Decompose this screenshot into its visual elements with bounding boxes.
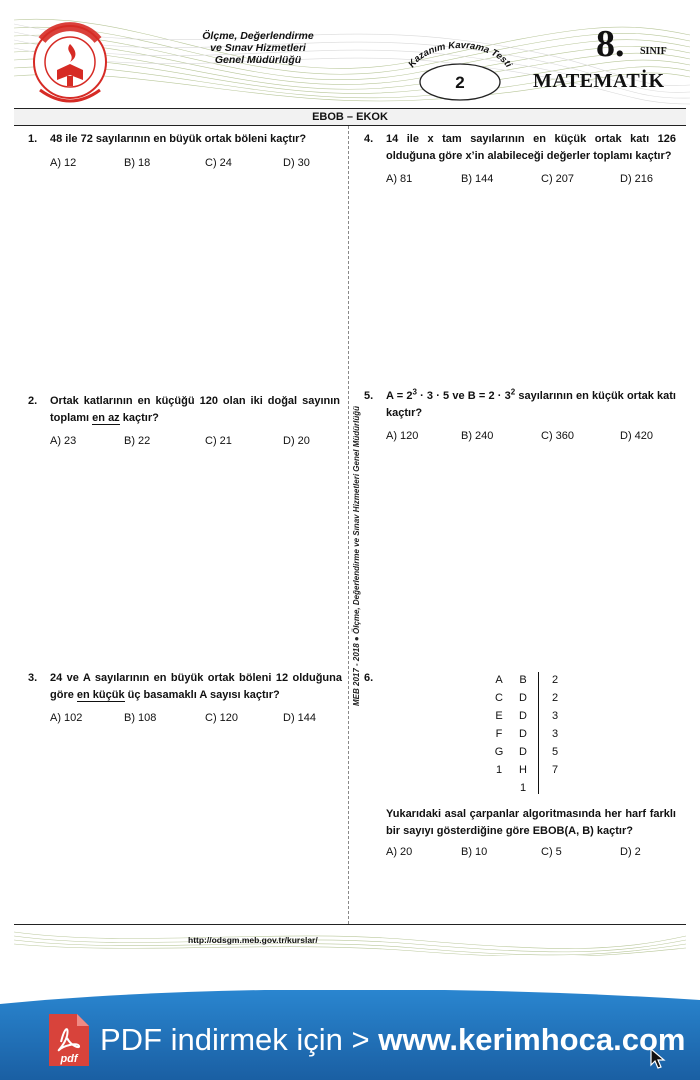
- option-a[interactable]: A) 23: [50, 435, 77, 447]
- table-cell-mid: D: [519, 746, 527, 758]
- topic-bar: EBOB – EKOK: [14, 108, 686, 126]
- mouse-cursor-icon: [650, 1048, 666, 1070]
- table-cell-mid: 1: [519, 782, 527, 794]
- subject-title: MATEMATİK: [533, 70, 665, 92]
- option-d[interactable]: D) 30: [283, 157, 310, 169]
- option-b[interactable]: B) 108: [124, 712, 157, 724]
- question-number: 6.: [364, 672, 374, 684]
- question-number: 4.: [364, 133, 374, 145]
- table-divider-line: [538, 672, 539, 794]
- exponent: 2: [510, 387, 516, 397]
- question-text-part: kaçtır?: [119, 412, 159, 424]
- option-c[interactable]: C) 360: [541, 430, 575, 442]
- footer-url[interactable]: http://odsgm.meb.gov.tr/kurslar/: [188, 935, 318, 945]
- option-d[interactable]: D) 2: [620, 846, 641, 858]
- department-name: [168, 30, 348, 66]
- option-d[interactable]: D) 20: [283, 435, 310, 447]
- table-cell-left: E: [495, 710, 503, 722]
- footer-rule: [14, 924, 686, 925]
- footer-wave-decoration: [14, 926, 686, 956]
- option-c[interactable]: C) 5: [541, 846, 562, 858]
- table-cell-mid: D: [519, 692, 527, 704]
- question-text: 14 ile x tam sayılarının en küçük ortak katı 126 olduğuna göre x’in alabileceği değerler toplamı kaçtır?: [386, 133, 676, 162]
- underlined-phrase: en küçük: [76, 689, 125, 701]
- grade-label: SINIF: [640, 46, 667, 57]
- table-cell-left: A: [495, 674, 503, 686]
- option-c[interactable]: C) 24: [205, 157, 232, 169]
- table-cell-left: 1: [495, 764, 503, 776]
- prime-factor-table: [492, 672, 572, 796]
- question-text: [386, 388, 676, 422]
- table-cell-mid: H: [519, 764, 527, 776]
- option-b[interactable]: B) 18: [124, 157, 151, 169]
- question-number: 1.: [28, 133, 38, 145]
- option-c[interactable]: C) 207: [541, 173, 575, 185]
- table-cell-mid: D: [519, 710, 527, 722]
- underlined-phrase: en az: [92, 412, 120, 424]
- column-divider: [348, 126, 349, 924]
- question-number: 2.: [28, 395, 38, 407]
- question-text-part: A = 2: [386, 390, 413, 402]
- option-c[interactable]: C) 21: [205, 435, 232, 447]
- question-text-part: 24 ve A sayılarının en büyük ortak böleni 12 olduğuna göre: [50, 672, 342, 701]
- table-cell-right: 5: [551, 746, 559, 758]
- option-a[interactable]: A) 120: [386, 430, 419, 442]
- meb-logo: [30, 20, 110, 110]
- side-vertical-text: MEB 2017 - 2018 ● Ölçme, Değerlendirme ve Sınav Hizmetleri Genel Müdürlüğü: [352, 405, 361, 706]
- question-text-part: sayılarının en küçük ortak katı kaçtır?: [386, 390, 676, 419]
- table-cell-right: 3: [551, 728, 559, 740]
- option-a[interactable]: A) 102: [50, 712, 83, 724]
- question-text: Yukarıdaki asal çarpanlar algoritmasında her harf farklı bir sayıyı gösterdiğine göre EBOB(A, B) kaçtır?: [386, 808, 676, 837]
- grade-number: 8.: [596, 23, 625, 65]
- table-cell-left: G: [494, 746, 504, 758]
- badge-number: 2: [455, 73, 465, 92]
- table-cell-left: F: [495, 728, 503, 740]
- question-text-part: Ortak katlarının en küçüğü 120 olan iki doğal sayının toplamı: [50, 395, 340, 424]
- question-6: [364, 670, 676, 870]
- banner-site-link[interactable]: www.kerimhoca.com: [378, 1022, 686, 1057]
- question-text: [50, 393, 340, 427]
- option-d[interactable]: D) 420: [620, 430, 654, 442]
- option-b[interactable]: B) 240: [461, 430, 494, 442]
- table-cell-mid: B: [519, 674, 527, 686]
- dept-line-2: ve Sınav Hizmetleri: [210, 42, 306, 54]
- dept-line-1: Ölçme, Değerlendirme: [202, 30, 314, 42]
- option-a[interactable]: A) 20: [386, 846, 413, 858]
- question-text: 48 ile 72 sayılarının en büyük ortak böleni kaçtır?: [50, 133, 307, 145]
- dept-line-3: Genel Müdürlüğü: [214, 54, 302, 66]
- option-a[interactable]: A) 81: [386, 173, 413, 185]
- option-b[interactable]: B) 144: [461, 173, 494, 185]
- table-cell-right: 7: [551, 764, 559, 776]
- option-c[interactable]: C) 120: [205, 712, 239, 724]
- test-badge: [400, 40, 520, 110]
- banner-text[interactable]: [100, 1022, 685, 1058]
- option-d[interactable]: D) 144: [283, 712, 317, 724]
- banner-text-prefix: PDF indirmek için >: [100, 1022, 379, 1057]
- option-b[interactable]: B) 10: [461, 846, 488, 858]
- option-a[interactable]: A) 12: [50, 157, 77, 169]
- option-b[interactable]: B) 22: [124, 435, 151, 447]
- pdf-icon-label: pdf: [60, 1053, 78, 1065]
- question-text: [50, 670, 342, 704]
- question-text-part: · 3 · 5 ve B = 2 · 3: [416, 390, 511, 402]
- pdf-icon: [47, 1012, 91, 1068]
- question-number: 5.: [364, 390, 374, 402]
- exponent: 3: [412, 387, 417, 397]
- question-text-part: üç basamaklı A sayısı kaçtır?: [124, 689, 280, 701]
- table-cell-left: C: [495, 692, 503, 704]
- table-cell-right: 2: [551, 692, 559, 704]
- table-cell-right: 2: [551, 674, 559, 686]
- table-cell-mid: D: [519, 728, 527, 740]
- question-number: 3.: [28, 672, 38, 684]
- option-d[interactable]: D) 216: [620, 173, 654, 185]
- badge-title: Kazanım Kavrama Testi: [406, 40, 514, 70]
- table-cell-right: 3: [551, 710, 559, 722]
